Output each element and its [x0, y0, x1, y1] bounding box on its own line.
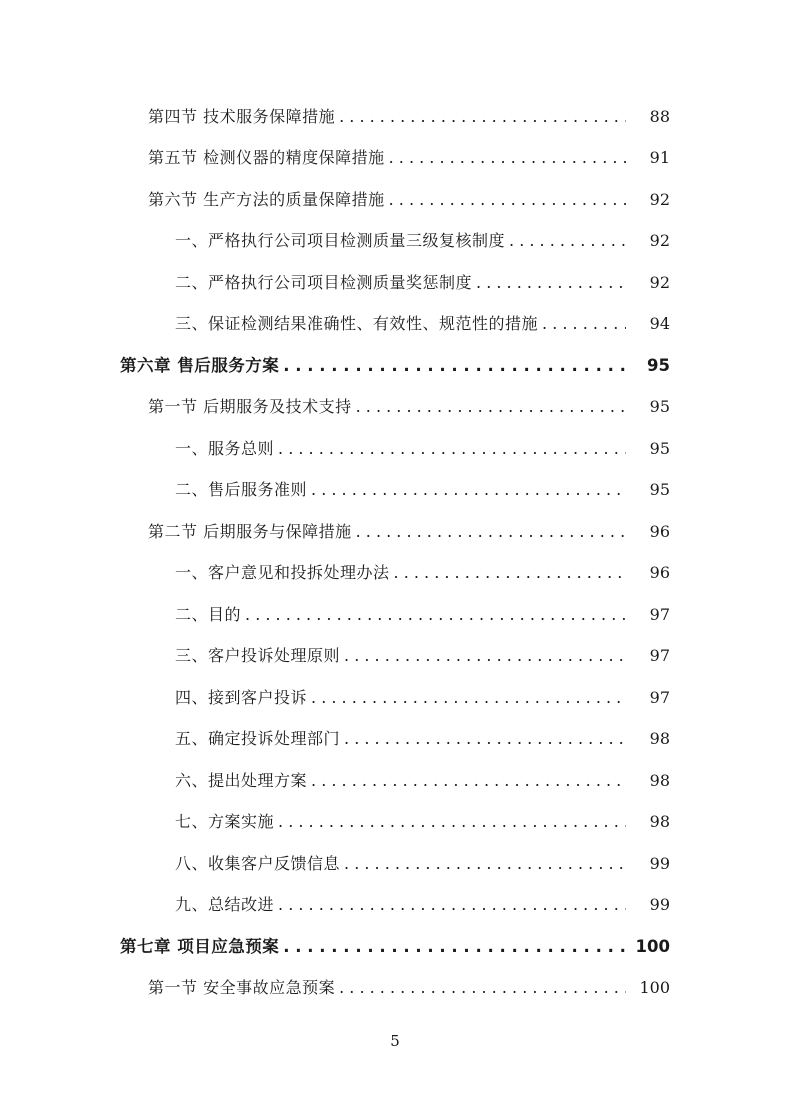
toc-entry-title: 第二节 后期服务与保障措施	[148, 521, 352, 541]
toc-dot-leader	[344, 854, 626, 874]
toc-dot-leader	[542, 314, 626, 334]
toc-entry-title: 三、客户投诉处理原则	[175, 646, 341, 666]
toc-entry-item[interactable]	[0, 677, 790, 719]
toc-entry-page: 100	[639, 978, 670, 998]
toc-dot-leader	[278, 812, 626, 832]
toc-entry-item[interactable]	[0, 802, 790, 844]
toc-dot-leader	[344, 646, 626, 666]
toc-entry-section[interactable]	[0, 511, 790, 553]
toc-entry-page: 99	[649, 853, 670, 873]
toc-entry-title: 一、严格执行公司项目检测质量三级复核制度	[175, 231, 506, 251]
toc-entry-title: 第六章 售后服务方案	[120, 355, 280, 375]
toc-entry-title: 八、收集客户反馈信息	[175, 853, 341, 873]
toc-entry-item[interactable]	[0, 885, 790, 927]
toc-dot-leader	[356, 522, 626, 542]
toc-entry-page: 94	[649, 314, 670, 334]
toc-dot-leader	[344, 729, 626, 749]
toc-entry-section[interactable]	[0, 968, 790, 1010]
toc-entry-title: 三、保证检测结果准确性、有效性、规范性的措施	[175, 314, 539, 334]
toc-dot-leader	[389, 190, 626, 210]
toc-entry-page: 97	[649, 646, 670, 666]
toc-dot-leader	[311, 688, 626, 708]
toc-entry-section[interactable]	[0, 387, 790, 429]
toc-entry-page: 91	[649, 148, 670, 168]
toc-entry-item[interactable]	[0, 262, 790, 304]
toc-entry-page: 96	[649, 563, 670, 583]
toc-dot-leader	[245, 605, 626, 625]
toc-entry-title: 第六节 生产方法的质量保障措施	[148, 189, 385, 209]
toc-entry-title: 二、目的	[175, 604, 242, 624]
toc-entry-chapter[interactable]	[0, 926, 790, 968]
toc-entry-page: 98	[649, 729, 670, 749]
toc-entry-page: 100	[635, 936, 670, 956]
toc-entry-page: 95	[649, 480, 670, 500]
toc-entry-item[interactable]	[0, 304, 790, 346]
toc-dot-leader	[278, 439, 626, 459]
toc-entry-title: 第四节 技术服务保障措施	[148, 106, 336, 126]
toc-entry-page: 96	[649, 521, 670, 541]
toc-entry-title: 一、客户意见和投拆处理办法	[175, 563, 390, 583]
toc-entry-section[interactable]	[0, 96, 790, 138]
toc-entry-section[interactable]	[0, 179, 790, 221]
toc-entry-chapter[interactable]	[0, 345, 790, 387]
toc-entry-title: 六、提出处理方案	[175, 770, 308, 790]
toc-entry-title: 第七章 项目应急预案	[120, 936, 280, 956]
toc-entry-page: 88	[649, 106, 670, 126]
toc-dot-leader	[283, 356, 626, 376]
toc-dot-leader	[339, 978, 626, 998]
toc-entry-title: 二、严格执行公司项目检测质量奖惩制度	[175, 272, 473, 292]
toc-entry-page: 97	[649, 604, 670, 624]
table-of-contents	[0, 96, 790, 1009]
toc-entry-item[interactable]	[0, 428, 790, 470]
toc-entry-title: 七、方案实施	[175, 812, 275, 832]
toc-entry-title: 第一节 后期服务及技术支持	[148, 397, 352, 417]
toc-entry-item[interactable]	[0, 843, 790, 885]
toc-dot-leader	[311, 480, 626, 500]
toc-entry-page: 92	[649, 231, 670, 251]
toc-entry-page: 98	[649, 812, 670, 832]
toc-entry-page: 92	[649, 272, 670, 292]
toc-entry-title: 第一节 安全事故应急预案	[148, 978, 336, 998]
toc-entry-page: 95	[649, 438, 670, 458]
toc-entry-page: 98	[649, 770, 670, 790]
page-number: 5	[390, 1032, 400, 1050]
toc-entry-item[interactable]	[0, 594, 790, 636]
toc-entry-page: 95	[647, 355, 670, 375]
toc-entry-title: 二、售后服务准则	[175, 480, 308, 500]
toc-dot-leader	[389, 148, 626, 168]
toc-entry-item[interactable]	[0, 470, 790, 512]
toc-entry-item[interactable]	[0, 719, 790, 761]
toc-entry-page: 99	[649, 895, 670, 915]
toc-entry-title: 九、总结改进	[175, 895, 275, 915]
toc-dot-leader	[339, 107, 626, 127]
toc-dot-leader	[509, 231, 626, 251]
toc-dot-leader	[394, 563, 626, 583]
toc-dot-leader	[356, 397, 626, 417]
toc-entry-title: 四、接到客户投诉	[175, 687, 308, 707]
toc-dot-leader	[476, 273, 626, 293]
toc-entry-item[interactable]	[0, 221, 790, 263]
toc-entry-item[interactable]	[0, 636, 790, 678]
toc-entry-page: 95	[649, 397, 670, 417]
toc-entry-item[interactable]	[0, 553, 790, 595]
toc-entry-title: 五、确定投诉处理部门	[175, 729, 341, 749]
toc-entry-page: 97	[649, 687, 670, 707]
toc-dot-leader	[278, 895, 626, 915]
toc-entry-section[interactable]	[0, 138, 790, 180]
toc-dot-leader	[311, 771, 626, 791]
toc-entry-title: 一、服务总则	[175, 438, 275, 458]
toc-entry-title: 第五节 检测仪器的精度保障措施	[148, 148, 385, 168]
toc-dot-leader	[283, 937, 626, 957]
toc-entry-item[interactable]	[0, 760, 790, 802]
toc-entry-page: 92	[649, 189, 670, 209]
